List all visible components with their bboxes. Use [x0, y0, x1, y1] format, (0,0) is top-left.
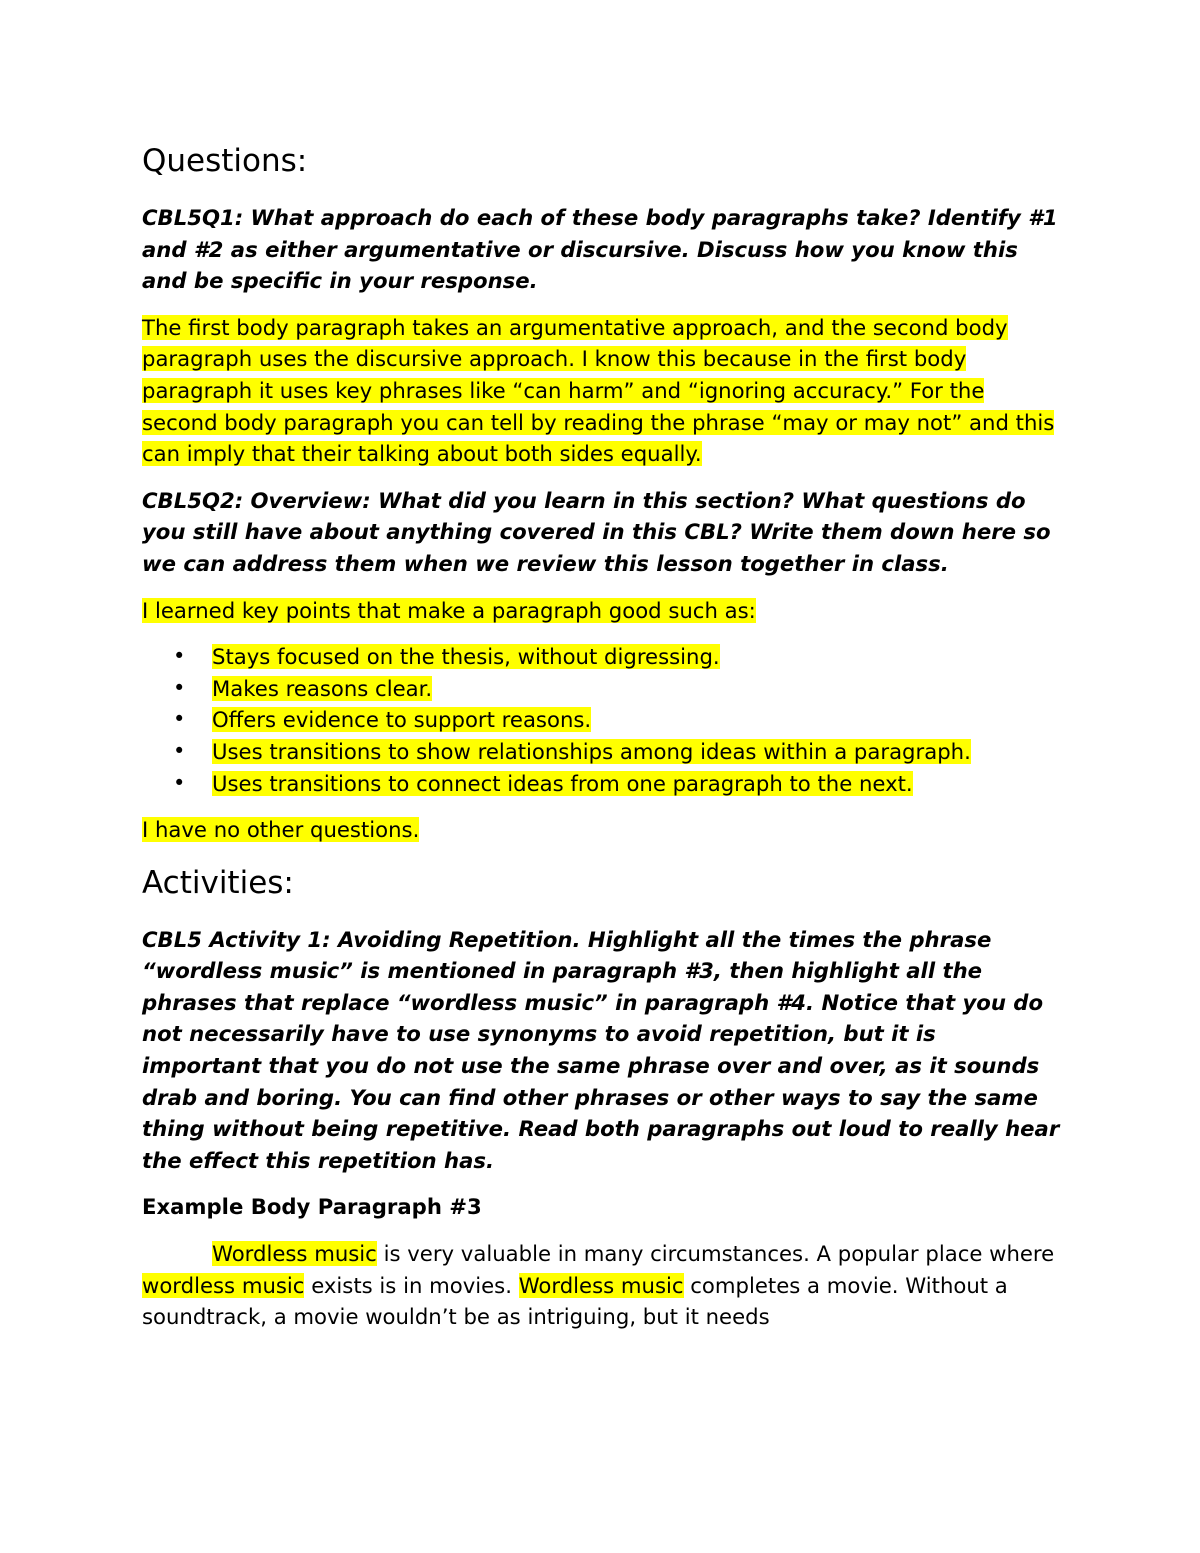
answer-cbl5q1-text: The first body paragraph takes an argumentative approach, and the second body paragraph uses the discursive approach. I know this because in the first body paragraph it uses key phrases like “can harm” and “ignoring accuracy.” For the second body paragraph you can tell by reading the phrase “may or may not” and this can imply that their talking about both sides equally. [142, 314, 1055, 467]
answer-cbl5q2-intro-text: I learned key points that make a paragraph good such as: [142, 597, 756, 623]
example-paragraph-heading: Example Body Paragraph #3 [142, 1194, 482, 1220]
list-item-text: Uses transitions to connect ideas from one paragraph to the next. [212, 770, 913, 796]
list-item-text: Makes reasons clear. [212, 675, 433, 701]
list-item [142, 768, 1060, 800]
list-item-text: Uses transitions to show relationships among ideas within a paragraph. [212, 738, 971, 764]
list-item [142, 736, 1060, 768]
activities-heading: Activities: [142, 864, 294, 901]
answer-cbl5q1 [142, 312, 1060, 470]
bullet-icon: • [173, 707, 186, 732]
activity-1-instructions: CBL5 Activity 1: Avoiding Repetition. Highlight all the times the phrase “wordless music” is mentioned in paragraph #3, then highlight all the phrases that replace “wordless music” in paragraph #4. Notice that you do not necessarily have to use synonyms to avoid repetition, but it is important that you do not use the same phrase over and over, as it sounds drab and boring. You can find other phrases or other ways to say the same thing without being repetitive. Read both paragraphs out loud to really hear the effect this repetition has. [142, 926, 1060, 1173]
bullet-icon: • [173, 738, 186, 763]
list-item-text: Offers evidence to support reasons. [212, 707, 592, 733]
paragraph-text: completes a movie. Without a soundtrack, a movie wouldn’t be as intriguing, but it needs [142, 1272, 1008, 1330]
paragraph-text: is very valuable in many circumstances. A popular place where [376, 1241, 1055, 1267]
highlighted-phrase: Wordless music [212, 1241, 377, 1267]
question-cbl5q1: CBL5Q1: What approach do each of these body paragraphs take? Identify #1 and #2 as either argumentative or discursive. Discuss how you know this and be specific in your response. [142, 205, 1058, 294]
bullet-icon: • [173, 675, 186, 700]
answer-cbl5q2-closing [142, 814, 1060, 846]
bullet-icon: • [173, 644, 186, 669]
highlighted-phrase: wordless music [142, 1272, 305, 1298]
answer-cbl5q2-intro [142, 595, 1060, 627]
list-item [142, 673, 1060, 705]
answer-cbl5q2-closing-text: I have no other questions. [142, 817, 420, 843]
list-item [142, 704, 1060, 736]
paragraph-text: exists is in movies. [304, 1272, 519, 1298]
key-points-list [142, 641, 1060, 799]
example-paragraph-3 [142, 1238, 1060, 1333]
document-body [142, 138, 1060, 1333]
questions-heading: Questions: [142, 143, 308, 179]
bullet-icon: • [173, 770, 186, 795]
list-item [142, 641, 1060, 673]
list-item-text: Stays focused on the thesis, without digressing. [212, 644, 720, 670]
highlighted-phrase: Wordless music [518, 1272, 684, 1298]
question-cbl5q2: CBL5Q2: Overview: What did you learn in this section? What questions do you still have about anything covered in this CBL? Write them down here so we can address them when we review this lesson together in class. [142, 487, 1051, 576]
